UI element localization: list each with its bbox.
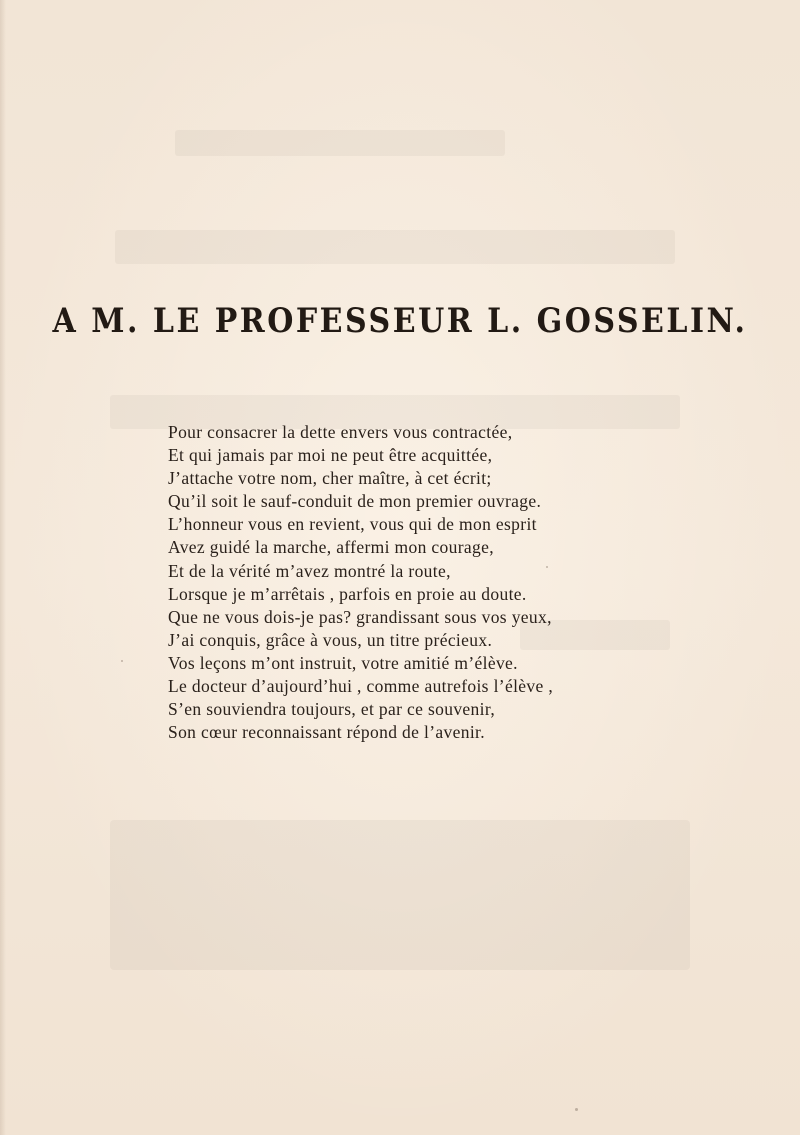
paper-speck [121,660,123,662]
bleed-through-block-5 [110,820,690,970]
poem-line: Et de la vérité m’avez montré la route, [168,560,451,581]
bleed-through-block-2 [115,230,675,264]
poem-line: Vos leçons m’ont instruit, votre amitié m’élève. [168,652,518,673]
poem-line: Le docteur d’aujourd’hui , comme autrefois l’élève , [168,676,554,697]
dedication-title: A M. LE PROFESSEUR L. GOSSELIN. [52,302,748,342]
paper-speck [575,1108,578,1111]
poem-line: Pour consacrer la dette envers vous contractée, [168,422,513,442]
poem-line: Son cœur reconnaissant répond de l’avenir. [168,722,485,743]
poem-line: S’en souviendra toujours, et par ce souvenir, [168,699,496,720]
dedication-poem [168,421,588,744]
poem-line: L’honneur vous en revient, vous qui de mon esprit [168,514,537,535]
page-edge-shadow [0,0,6,1135]
poem-line: J’attache votre nom, cher maître, à cet écrit; [168,468,492,489]
poem-line: Lorsque je m’arrêtais , parfois en proie au doute. [168,583,527,604]
poem-line: J’ai conquis, grâce à vous, un titre précieux. [168,629,493,650]
poem-line: Qu’il soit le sauf-conduit de mon premier ouvrage. [168,491,542,512]
bleed-through-block-1 [175,130,505,156]
paper-speck [546,566,548,568]
poem-line: Et qui jamais par moi ne peut être acquittée, [168,445,493,466]
poem-line: Avez guidé la marche, affermi mon courage, [168,537,494,558]
poem-line: Que ne vous dois-je pas? grandissant sous vos yeux, [168,606,552,627]
